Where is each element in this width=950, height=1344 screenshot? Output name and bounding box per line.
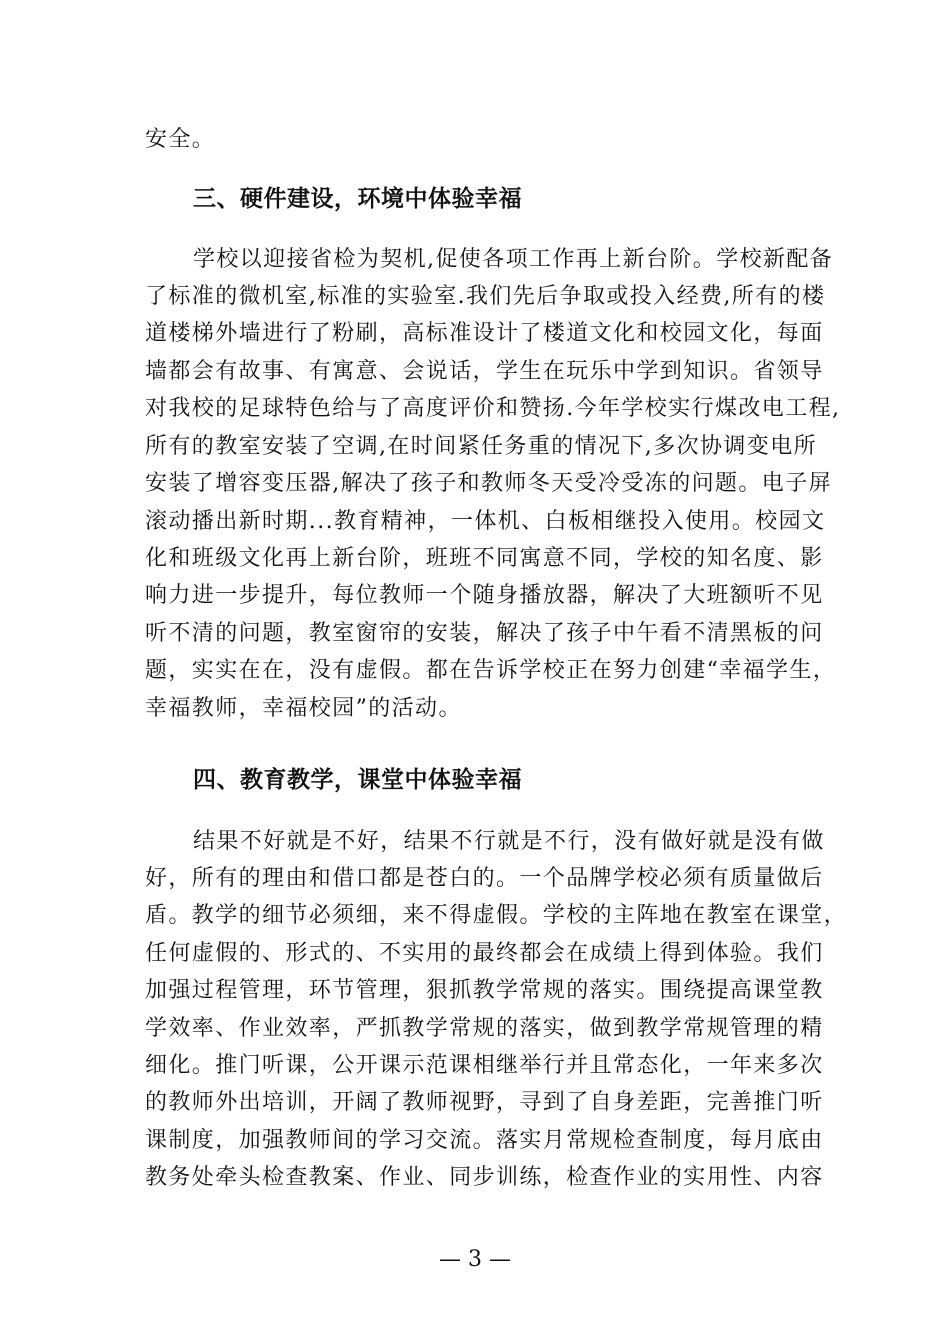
section3-line: 听不清的问题，教室窗帘的安装，解决了孩子中午看不清黑板的问 [145, 621, 824, 646]
section3-line: 响力进一步提升，每位教师一个随身播放器，解决了大班额听不见 [145, 583, 824, 608]
section4-line: 的教师外出培训，开阔了教师视野，寻到了自身差距，完善推门听 [145, 1090, 824, 1115]
section3-line: 墙都会有故事、有寓意、会说话，学生在玩乐中学到知识。省领导 [145, 359, 824, 384]
section3-heading: 三、硬件建设，环境中体验幸福 [193, 186, 522, 212]
section3-line: 学校以迎接省检为契机,促使各项工作再上新台阶。学校新配备 [193, 247, 834, 272]
section4-line: 盾。教学的细节必须细，来不得虚假。学校的主阵地在教室在课堂， [145, 903, 848, 928]
intro-line: 安全。 [145, 127, 216, 152]
section4-line: 任何虚假的、形式的、不实用的最终都会在成绩上得到体验。我们 [145, 941, 824, 966]
section3-line: 了标准的微机室,标准的实验室.我们先后争取或投入经费,所有的楼 [145, 284, 826, 309]
section3-line: 安装了增容变压器,解决了孩子和教师冬天受冷受冻的问题。电子屏 [145, 471, 832, 496]
section4-heading: 四、教育教学，课堂中体验幸福 [193, 767, 522, 793]
section3-line: 所有的教室安装了空调,在时间紧任务重的情况下,多次协调变电所 [145, 434, 817, 459]
section3-line: 道楼梯外墙进行了粉刷，高标准设计了楼道文化和校园文化，每面 [145, 321, 824, 346]
section3-line: 滚动播出新时期...教育精神，一体机、白板相继投入使用。校园文 [145, 509, 826, 534]
section3-line: 化和班级文化再上新台阶，班班不同寓意不同，学校的知名度、影 [145, 546, 824, 571]
section4-line: 课制度，加强教师间的学习交流。落实月常规检查制度，每月底由 [145, 1128, 824, 1153]
section3-line: 幸福教师，幸福校园”的活动。 [145, 696, 462, 721]
page-number: — 3 — [439, 1247, 511, 1272]
section3-line: 对我校的足球特色给与了高度评价和赞扬.今年学校实行煤改电工程, [145, 396, 841, 421]
section4-line: 结果不好就是不好，结果不行就是不行，没有做好就是没有做 [193, 829, 825, 854]
section4-line: 教务处牵头检查教案、作业、同步训练，检查作业的实用性、内容 [145, 1165, 824, 1190]
section4-line: 加强过程管理，环节管理，狠抓教学常规的落实。围绕提高课堂教 [145, 978, 824, 1003]
section3-line: 题，实实在在，没有虚假。都在告诉学校正在努力创建“幸福学生， [145, 658, 837, 683]
section4-line: 学效率、作业效率，严抓教学常规的落实，做到教学常规管理的精 [145, 1016, 824, 1041]
section4-line: 好，所有的理由和借口都是苍白的。一个品牌学校必须有质量做后 [145, 866, 824, 891]
section4-line: 细化。推门听课，公开课示范课相继举行并且常态化，一年来多次 [145, 1053, 824, 1078]
